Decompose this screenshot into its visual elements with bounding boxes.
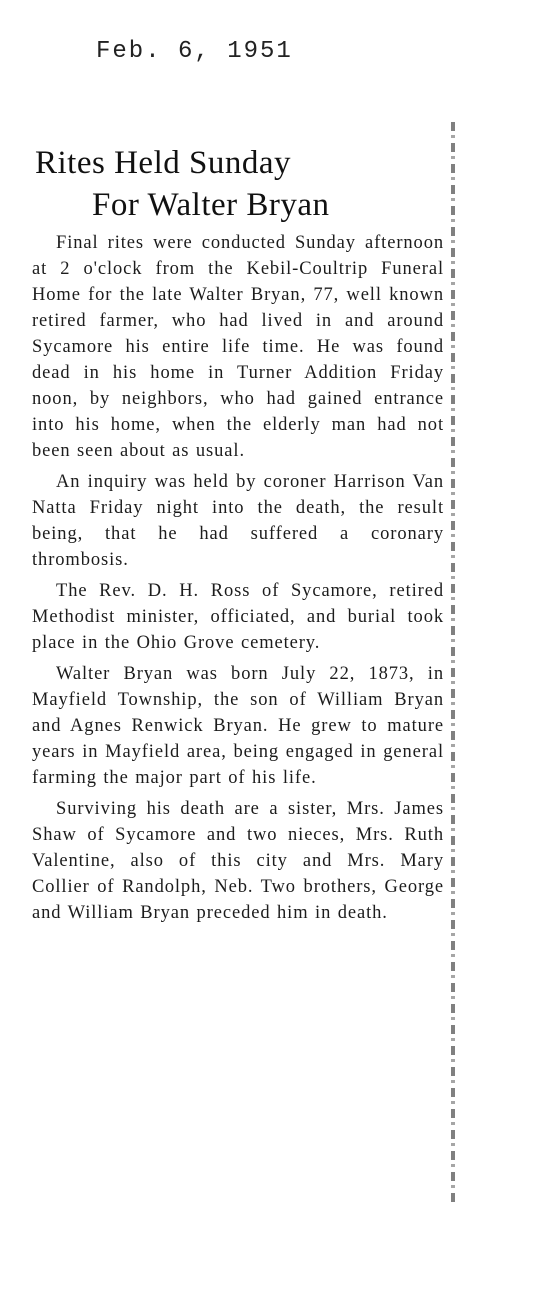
paragraph-survivors: Surviving his death are a sister, Mrs. James Shaw of Sycamore and two nieces, Mrs. Ruth Valentine, also of this city and Mrs. Mary Collier of Randolph, Neb. Two brothers, George and William Bryan preceded him in death. [32, 799, 444, 923]
date-stamp: Feb. 6, 1951 [96, 38, 293, 65]
newspaper-clipping [32, 142, 444, 931]
paragraph-biography: Walter Bryan was born July 22, 1873, in Mayfield Township, the son of William Bryan and Agnes Renwick Bryan. He grew to mature years in Mayfield area, being engaged in general farming the major part of his life. [32, 664, 444, 788]
paragraph-inquiry: An inquiry was held by coroner Harrison Van Natta Friday night into the death, the result being, that he had suffered a coronary thrombosis. [32, 472, 444, 570]
article-headline [32, 142, 444, 226]
headline-line-1: Rites Held Sunday [35, 145, 291, 181]
paragraph-officiant: The Rev. D. H. Ross of Sycamore, retired Methodist minister, officiated, and burial took place in the Ohio Grove cemetery. [32, 581, 444, 653]
paragraph-funeral: Final rites were conducted Sunday afternoon at 2 o'clock from the Kebil-Coultrip Funeral Home for the late Walter Bryan, 77, well known retired farmer, who had lived in and around Sycamore his entire life time. He was found dead in his home in Turner Addition Friday noon, by neighbors, who had gained entrance into his home, when the elderly man had not been seen about as usual. [32, 233, 444, 461]
headline-line-2: For Walter Bryan [92, 187, 330, 223]
article-body [32, 230, 444, 926]
column-rule [451, 122, 455, 1204]
